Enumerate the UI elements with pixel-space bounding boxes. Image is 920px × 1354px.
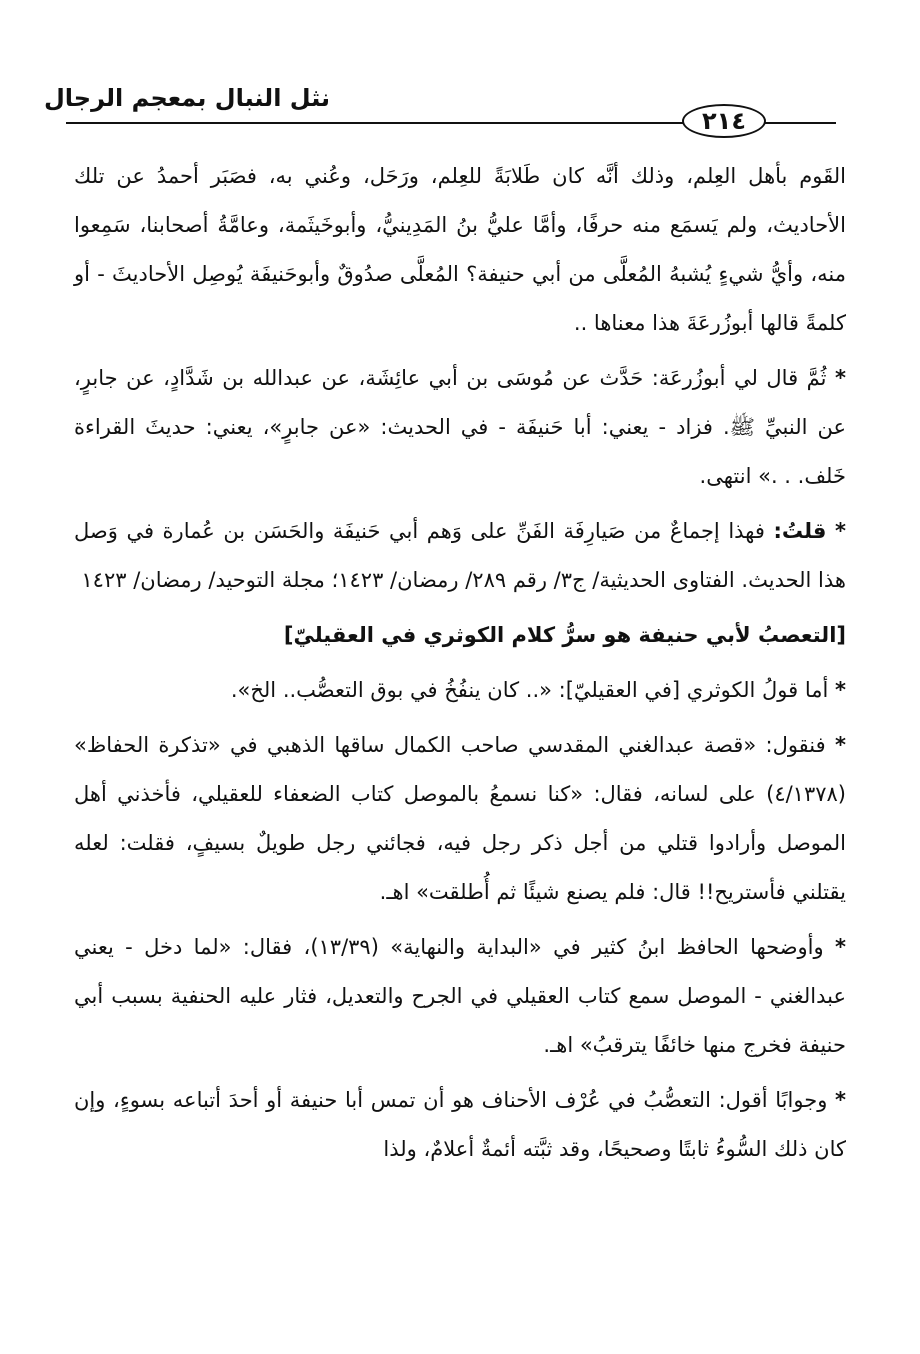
asterisk-bullet: * (835, 935, 847, 959)
paragraph (74, 1076, 846, 1174)
asterisk-bullet: * (835, 678, 846, 702)
paragraph (74, 923, 846, 1070)
paragraph (74, 721, 846, 917)
paragraph (74, 152, 846, 348)
section-heading: [التعصبُ لأبي حنيفة هو سرُّ كلام الكوثري في العقيليّ] (283, 623, 846, 647)
page-body (74, 152, 846, 1180)
asterisk-bullet: * (835, 519, 846, 543)
asterisk-bullet: * (835, 733, 846, 757)
paragraph (74, 507, 846, 605)
paragraph-text: فهذا إجماعٌ من صَيارِفَة الفَنِّ على وَهم أبي حَنيفَة والحَسَن بن عُمارة في وَصل هذا الحديث. الفتاوى الحديثية/ ج٣/ رقم ٢٨٩/ رمضان/ ١٤٢٣؛ مجلة التوحيد/ رمضان/ ١٤٢٣ (74, 519, 846, 592)
paragraph (74, 666, 846, 715)
paragraph-text: القَوم بأهل العِلم، وذلك أنَّه كان طَلابَةً للعِلم، ورَحَل، وعُني به، فصَبَر أحمدُ عن تلك الأحاديث، ولم يَسمَع منه حرفًا، وأمَّا عليُّ بنُ المَدِينيُّ، وأبوخَيثَمة، وعامَّةُ أصحابنا، سَمِعوا منه، وأيُّ شيءٍ يُشبهُ المُعلَّى من أبي حنيفة؟ المُعلَّى صدُوقٌ وأبوحَنيفَة يُوصِل الأحاديثَ - أو كلمةً قالها أبوزُرعَةَ هذا معناها .. (74, 164, 846, 335)
page-number: ٢١٤ (682, 104, 766, 138)
paragraph-text: ثُمَّ قال لي أبوزُرعَة: حَدَّث عن مُوسَى بن أبي عائِشَة، عن عبدالله بن شَدَّادٍ، عن جابرٍ، عن النبيِّ ﷺ. فزاد - يعني: أبا حَنيفَة - في الحديث: «عن جابرٍ»، يعني: حديثَ القراءة خَلف. . .» انتهى. (74, 366, 846, 488)
paragraph-text: أما قولُ الكوثري [في العقيليّ]: «.. كان ينفُخُ في بوق التعصُّب.. الخ». (230, 678, 829, 702)
asterisk-bullet: * (835, 1088, 846, 1112)
paragraph (74, 354, 846, 501)
paragraph-lead: قلتُ: (773, 519, 827, 543)
paragraph-text: وأوضحها الحافظ ابنُ كثير في «البداية والنهاية» (١٣/٣٩)، فقال: «لما دخل - يعني عبدالغني - الموصل سمع كتاب العقيلي في الجرح والتعديل، فثار عليه الحنفية بسبب أبي حنيفة فخرج منها خائفًا يترقبُ» اهـ. (74, 935, 846, 1057)
asterisk-bullet: * (835, 366, 846, 390)
paragraph-text: فنقول: «قصة عبدالغني المقدسي صاحب الكمال ساقها الذهبي في «تذكرة الحفاظ» (٤/١٣٧٨) على لسانه، فقال: «كنا نسمعُ بالموصل كتاب الضعفاء للعقيلي، فأخذني أهل الموصل وأرادوا قتلي من أجل ذكر رجل فيه، فجائني رجل طويلٌ بسيفٍ، فقلت: لعله يقتلني فأستريح!! قال: فلم يصنع شيئًا ثم أُطلقت» اهـ. (74, 733, 846, 904)
paragraph-text: وجوابًا أقول: التعصُّبُ في عُرْف الأحناف هو أن تمس أبا حنيفة أو أحدَ أتباعه بسوءٍ، وإن كان ذلك السُّوءُ ثابتًا وصحيحًا، وقد ثبَّته أئمةٌ أعلامٌ، ولذا (74, 1088, 846, 1161)
running-title: نثل النبال بمعجم الرجال (43, 84, 330, 112)
page-header (0, 0, 920, 140)
